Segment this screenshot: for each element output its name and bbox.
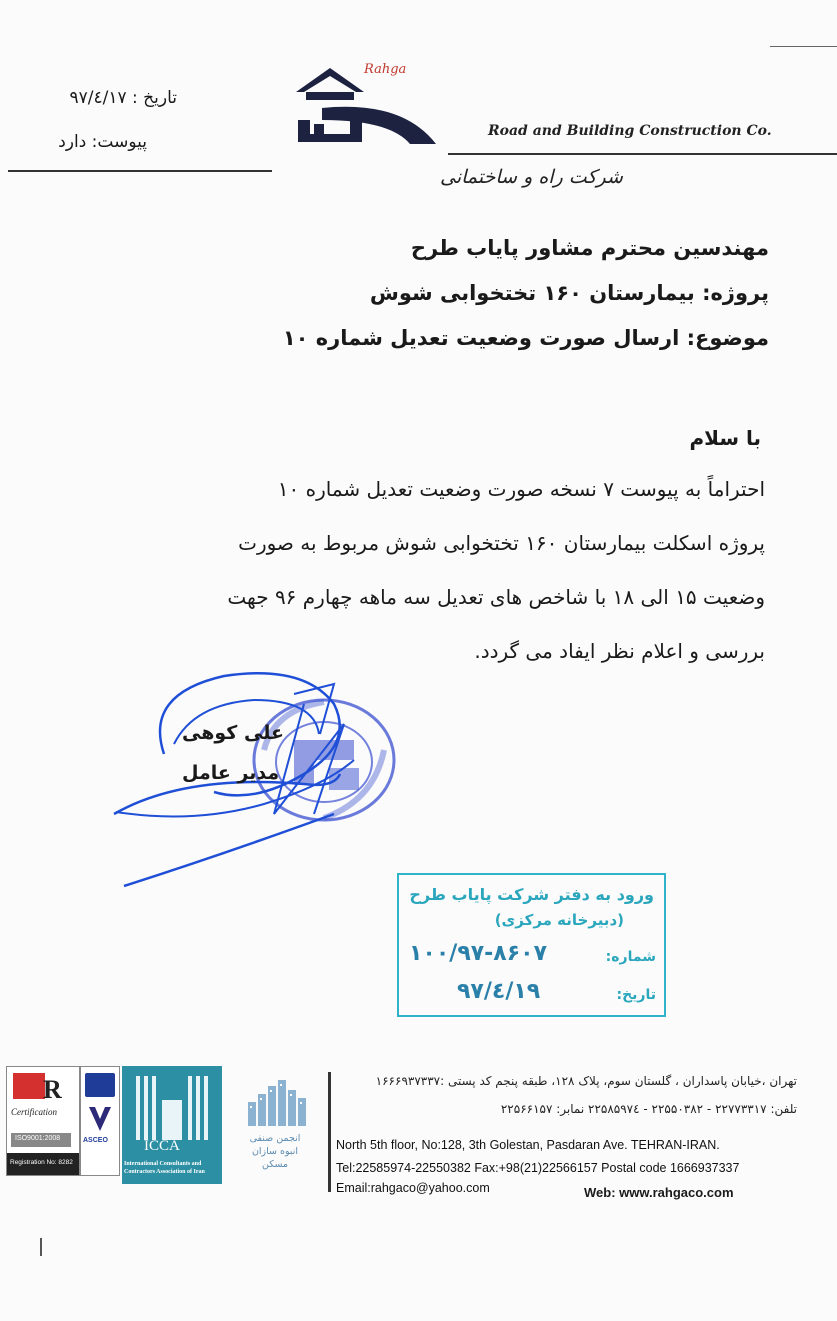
footer-phones-fa: تلفن: ۲۲۷۷۳۳۱۷ - ۲۲۵۵۰۳۸۲ - ۲۲۵۸۵۹۷٤ نمابر: ۲۲۵۶۶۱۵۷ xyxy=(500,1102,797,1116)
body-line: احتراماً به پیوست ۷ نسخه صورت وضعیت تعدیل شماره ۱۰ xyxy=(277,477,765,501)
project-line: پروژه: بیمارستان ۱۶۰ تختخوابی شوش xyxy=(369,281,769,305)
stamp-date-label: تاریخ: xyxy=(616,987,656,1003)
stamp-subtitle: (دبیرخانه مرکزی) xyxy=(494,911,624,929)
signatory-role: مدیر عامل xyxy=(182,762,280,784)
greeting: با سلام xyxy=(689,426,761,450)
footer-address-fa: تهران ،خیابان پاسداران ، گلستان سوم، پلاک ۱۲۸، طبقه پنجم کد پستی :۱۶۶۶۹۳۷۳۳۷ xyxy=(375,1074,797,1088)
letter-attachment: پیوست: دارد xyxy=(58,132,147,152)
footer-divider xyxy=(328,1072,331,1192)
icca-logo xyxy=(122,1066,222,1184)
stamp-number-label: شماره: xyxy=(605,949,656,965)
body-line: پروژه اسکلت بیمارستان ۱۶۰ تختخوابی شوش مربوط به صورت xyxy=(238,531,765,555)
footer-address-en: North 5th floor, No:128, 3th Golestan, Pasdaran Ave. TEHRAN-IRAN. xyxy=(336,1138,720,1152)
brand-latin-name: Rahga xyxy=(364,62,407,77)
company-name-fa: شرکت راه و ساختمانی xyxy=(440,166,623,188)
letter-body xyxy=(125,462,765,678)
stamp-title: ورود به دفتر شرکت پایاب طرح xyxy=(409,885,654,904)
subject-line: موضوع: ارسال صورت وضعیت تعدیل شماره ۱۰ xyxy=(282,326,769,350)
stamp-number-value: ۱۰۰/۹۷-۸۶۰۷ xyxy=(409,941,548,966)
recipient-line: مهندسین محترم مشاور پایاب طرح xyxy=(410,236,769,260)
footer-email[interactable]: Email:rahgaco@yahoo.com xyxy=(336,1181,490,1195)
body-line: وضعیت ۱۵ الی ۱۸ با شاخص های تعدیل سه ماهه چهارم ۹۶ جهت xyxy=(227,585,765,609)
cert-text: Certification xyxy=(11,1107,57,1117)
certification-logo: R Certification ISO9001:2008 Registration No: 8282 xyxy=(6,1066,80,1176)
body-line: بررسی و اعلام نظر ایفاد می گردد. xyxy=(474,639,765,663)
cert-iso: ISO9001:2008 xyxy=(15,1135,61,1142)
icca-columns-icon xyxy=(132,1070,212,1142)
footer-phones-en: Tel:22585974-22550382 Fax:+98(21)22566157 Postal code 1666937337 xyxy=(336,1161,740,1175)
header-rule-left xyxy=(8,170,272,172)
company-name-en: Road and Building Construction Co. xyxy=(488,123,772,139)
icca-text: ICCA xyxy=(144,1138,180,1154)
asceo-text: ASCEO xyxy=(83,1137,108,1144)
cert-reg: Registration No: 8282 xyxy=(10,1159,73,1166)
header-rule-top-right xyxy=(770,46,837,47)
building-association-name: انجمن صنفی انبوه سازان مسکن xyxy=(249,1133,301,1170)
signatory-name: علی کوهی xyxy=(182,722,284,744)
letter-date: تاریخ : ۹۷/٤/۱۷ xyxy=(69,88,177,108)
stamp-date-value: ۹۷/٤/۱۹ xyxy=(457,979,541,1004)
building-association-logo-icon xyxy=(246,1072,308,1128)
received-stamp xyxy=(397,873,666,1017)
asceo-logo xyxy=(80,1066,120,1176)
check-mark-icon xyxy=(87,1103,113,1133)
icca-sub: International Consultants and Contractors Association of Iran xyxy=(124,1161,205,1175)
page-edge-mark xyxy=(40,1238,42,1256)
header-rule-right xyxy=(448,153,837,155)
footer-web[interactable]: Web: www.rahgaco.com xyxy=(584,1185,734,1200)
